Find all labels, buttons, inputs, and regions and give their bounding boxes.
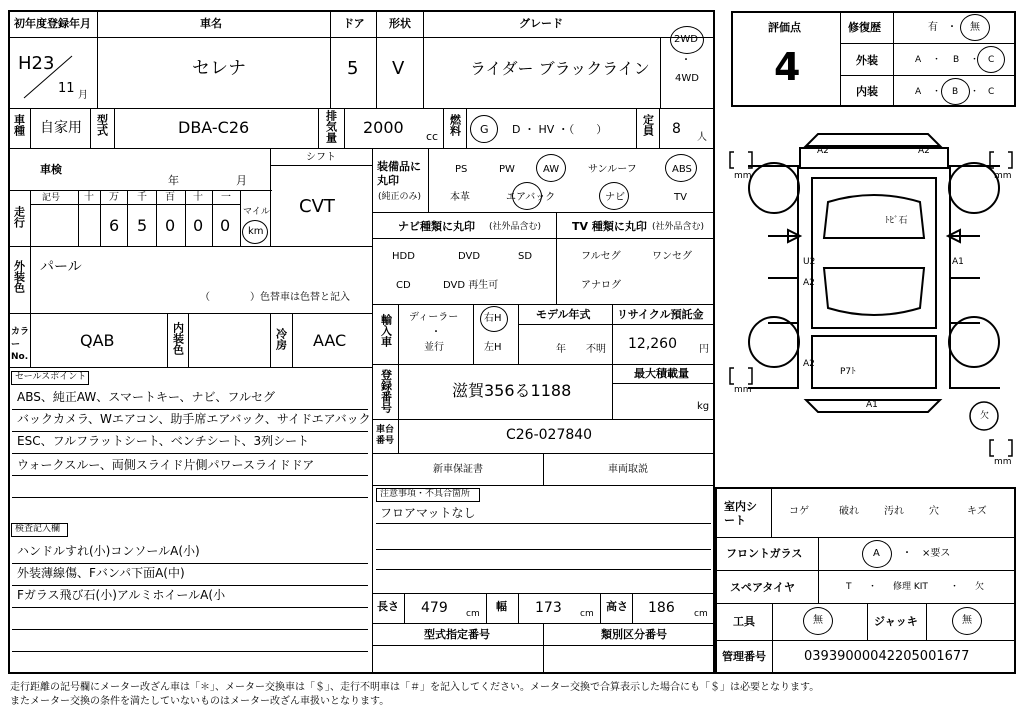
tv-sub: (社外品含む) bbox=[652, 222, 705, 232]
windshield bbox=[824, 195, 924, 238]
color-no-value: QAB bbox=[80, 331, 115, 350]
score-label: 評価点 bbox=[768, 21, 801, 34]
equip-ps: PS bbox=[455, 164, 468, 175]
right-doors bbox=[950, 236, 980, 323]
reg-month: 11 bbox=[58, 81, 75, 96]
door-label: ドア bbox=[343, 17, 365, 30]
damage-mark: ﾄﾋﾞ石 bbox=[885, 216, 908, 226]
cooler-label: 冷房 bbox=[274, 328, 288, 350]
mileage-digit: 0 bbox=[193, 216, 204, 235]
equip-abs: ABS bbox=[672, 164, 692, 175]
navi-dvd-play: DVD 再生可 bbox=[443, 280, 499, 291]
reg-era: H23 bbox=[18, 53, 55, 74]
interior-opt-dot: ・ bbox=[970, 87, 980, 97]
sales-point-line: ウォークスルー、両側スライド片側パワースライドドア bbox=[17, 458, 315, 472]
use-label: 車種 bbox=[12, 114, 26, 136]
interior-opt-b: B bbox=[952, 87, 959, 97]
jack-value: 無 bbox=[962, 615, 972, 626]
front-right-wheel bbox=[949, 163, 999, 213]
damage-mark: 欠 bbox=[980, 411, 990, 421]
damage-mark: A1 bbox=[952, 257, 964, 267]
reg-date-label: 初年度登録年月 bbox=[14, 17, 91, 30]
equip-leather: 本革 bbox=[450, 192, 470, 203]
seat-item-burn: コゲ bbox=[789, 506, 809, 517]
score-value: 4 bbox=[774, 45, 801, 89]
type-designation-label: 型式指定番号 bbox=[424, 628, 490, 641]
exterior-color-label: 外装色 bbox=[12, 260, 26, 293]
management-number: 03939000042205001677 bbox=[804, 649, 970, 664]
inspector-notes-label: 検査記入欄 bbox=[15, 524, 61, 534]
use-value: 自家用 bbox=[40, 120, 82, 136]
mileage-label: 走行 bbox=[12, 206, 26, 228]
digit-label-1: 万 bbox=[109, 192, 119, 203]
left-doors bbox=[768, 236, 798, 323]
recycle-unit: 円 bbox=[699, 344, 709, 355]
interior-opt-a: A bbox=[915, 87, 922, 97]
spare-repair-kit: 修理 KIT bbox=[893, 582, 928, 592]
equipment-label: 装備品に丸印 bbox=[377, 160, 421, 188]
exterior-opt-c: C bbox=[988, 55, 995, 65]
equip-pw: PW bbox=[499, 164, 515, 175]
sales-point-line: ABS、純正AW、スマートキー、ナビ、フルセグ bbox=[17, 390, 275, 404]
digit-label-0: 十 bbox=[84, 192, 94, 203]
displacement-unit: cc bbox=[426, 130, 439, 143]
fuel-gasoline: G bbox=[480, 123, 489, 136]
interior-opt-dot: ・ bbox=[932, 87, 942, 97]
equip-airbag: エアバック bbox=[506, 192, 556, 203]
length-unit: cm bbox=[466, 609, 480, 619]
damage-mark: A2 bbox=[803, 359, 815, 369]
import-right: 右H bbox=[484, 313, 502, 324]
tyre-mm-label: mm bbox=[734, 171, 752, 181]
category-number-label: 類別区分番号 bbox=[601, 628, 667, 641]
seat-item-scratch: キズ bbox=[967, 506, 987, 517]
inspector-note-line: Fガラス飛び石(小)アルミホイールA(小 bbox=[17, 588, 226, 602]
width-label: 幅 bbox=[496, 600, 507, 613]
spare-dot: ・ bbox=[868, 582, 878, 592]
drive-2wd: 2WD bbox=[674, 34, 698, 45]
repair-no: 無 bbox=[970, 22, 980, 33]
equip-aw: AW bbox=[543, 164, 560, 175]
import-parallel: 並行 bbox=[424, 342, 444, 353]
length-label: 長さ bbox=[377, 600, 399, 613]
model-value: DBA-C26 bbox=[178, 118, 250, 137]
navi-cd: CD bbox=[396, 280, 411, 291]
inspection-month: 月 bbox=[236, 174, 247, 187]
tyre-mm-label: mm bbox=[734, 385, 752, 395]
drive-dot: ・ bbox=[681, 55, 691, 66]
repair-dot: ・ bbox=[947, 22, 957, 33]
tv-oneseg: ワンセグ bbox=[652, 251, 692, 262]
new-car-warranty: 新車保証書 bbox=[433, 464, 483, 475]
navi-hdd: HDD bbox=[392, 251, 415, 262]
front-left-wheel bbox=[749, 163, 799, 213]
displacement-value: 2000 bbox=[363, 118, 404, 137]
inspection-year: 年 bbox=[168, 174, 179, 187]
equip-tv: TV bbox=[674, 192, 687, 203]
tv-analog: アナログ bbox=[581, 280, 621, 291]
exterior-color-value: パール bbox=[40, 259, 82, 275]
shift-value: CVT bbox=[299, 196, 335, 217]
capacity-value: 8 bbox=[672, 121, 681, 137]
recycle-value: 12,260 bbox=[628, 336, 677, 352]
import-dealer: ディーラー bbox=[409, 312, 459, 323]
repaint-note: （ ）色替車は色替と記入 bbox=[200, 292, 350, 303]
damage-mark: U2 bbox=[803, 257, 816, 267]
mileage-digit: 0 bbox=[165, 216, 176, 235]
displacement-label: 排気量 bbox=[324, 110, 338, 143]
chassis-label: 車台番号 bbox=[376, 425, 395, 446]
windshield-a: A bbox=[873, 548, 880, 559]
sales-point-line: ESC、フルフラットシート、ベンチシート、3列シート bbox=[17, 434, 310, 448]
recycle-label: リサイクル預託金 bbox=[617, 308, 704, 321]
model-year-unknown: 不明 bbox=[586, 344, 606, 355]
import-label: 輸入車 bbox=[379, 314, 393, 347]
model-year-unit: 年 bbox=[556, 344, 566, 355]
rear-right-wheel bbox=[949, 317, 999, 367]
interior-grade-label: 内装 bbox=[856, 85, 878, 98]
sales-points-label: セールスポイント bbox=[15, 372, 87, 382]
max-load-unit: kg bbox=[697, 401, 710, 412]
max-load-label: 最大積載量 bbox=[634, 367, 689, 380]
navi-sd: SD bbox=[518, 251, 533, 262]
spare-missing: 欠 bbox=[975, 582, 985, 592]
spare-tire-label: スペアタイヤ bbox=[730, 581, 796, 594]
grade-value: ライダー ブラックライン bbox=[470, 59, 650, 78]
capacity-unit: 人 bbox=[697, 132, 707, 143]
color-no-label: カラーNo. bbox=[11, 327, 30, 363]
tools-value: 無 bbox=[813, 615, 823, 626]
exterior-opt-dot: ・ bbox=[932, 55, 942, 65]
equip-sunroof: サンルーフ bbox=[588, 164, 637, 175]
tools-label: 工具 bbox=[733, 615, 755, 628]
footer-note-line1: 走行距離の記号欄にメーター改ざん車は「＊」、メーター交換車は「＄」、走行不明車は「＃」を記入してください。メーター交換で合算表示した場合にも「＄」は必要となります。 bbox=[10, 682, 820, 693]
tailgate bbox=[812, 336, 936, 388]
damage-mark: A2 bbox=[817, 146, 829, 156]
interior-opt-c: C bbox=[988, 87, 995, 97]
seat-item-stain: 汚れ bbox=[884, 506, 904, 517]
rear-left-wheel bbox=[749, 317, 799, 367]
damage-mark: A2 bbox=[803, 278, 815, 288]
inspector-note-line: ハンドルすれ(小)コンソールA(小) bbox=[17, 544, 200, 558]
cooler-value: AAC bbox=[313, 331, 347, 350]
exterior-opt-a: A bbox=[915, 55, 922, 65]
equip-navi: ナビ bbox=[605, 192, 625, 203]
length-value: 479 bbox=[421, 600, 448, 616]
grade-label: グレード bbox=[519, 17, 563, 30]
capacity-label: 定員 bbox=[641, 114, 655, 136]
chassis-value: C26-027840 bbox=[506, 427, 593, 443]
repair-yes: 有 bbox=[928, 22, 938, 33]
width-unit: cm bbox=[580, 609, 594, 619]
damage-mark: A1 bbox=[866, 400, 878, 410]
exterior-opt-dot: ・ bbox=[970, 55, 980, 65]
mileage-digit: 0 bbox=[220, 216, 231, 235]
height-label: 高さ bbox=[606, 600, 628, 613]
navi-sub: (社外品含む) bbox=[489, 222, 542, 232]
notes-value: フロアマットなし bbox=[380, 506, 476, 520]
spare-dot: ・ bbox=[950, 582, 960, 592]
shift-label: シフト bbox=[306, 152, 336, 163]
registration-value: 滋賀356る1188 bbox=[452, 381, 572, 400]
mileage-digit: 6 bbox=[109, 216, 120, 235]
windshield-replace: ・ ×要ス bbox=[902, 548, 951, 559]
mark-label: 記号 bbox=[42, 193, 61, 203]
reg-month-unit: 月 bbox=[78, 90, 88, 101]
equipment-sublabel: (純正のみ) bbox=[378, 192, 422, 202]
footer-note-line2: またメーター交換の条件を満たしていないものはメーター改ざん車扱いとなります。 bbox=[10, 696, 390, 707]
body-shape: V bbox=[392, 58, 405, 79]
notes-label: 注意事項・不具合箇所 bbox=[380, 489, 471, 499]
rear-window bbox=[824, 268, 924, 315]
repair-history-label: 修復歴 bbox=[848, 21, 881, 34]
registration-label: 登録番号 bbox=[379, 369, 393, 413]
digit-label-3: 百 bbox=[165, 192, 175, 203]
mile-label: マイル bbox=[243, 207, 270, 217]
jack-label: ジャッキ bbox=[874, 615, 918, 628]
front-bumper bbox=[806, 134, 940, 146]
inspection-label: 車検 bbox=[40, 163, 62, 176]
tv-label: TV 種類に丸印 bbox=[572, 220, 647, 233]
width-value: 173 bbox=[535, 600, 562, 616]
fuel-others: D ・ HV ・（ ） bbox=[512, 123, 608, 136]
exterior-opt-b: B bbox=[953, 55, 960, 65]
spare-t: T bbox=[846, 582, 852, 592]
digit-label-2: 千 bbox=[137, 192, 147, 203]
import-dot: ・ bbox=[431, 327, 441, 338]
drive-4wd: 4WD bbox=[675, 73, 699, 84]
model-label: 型式 bbox=[95, 114, 109, 136]
exterior-grade-label: 外装 bbox=[856, 54, 878, 67]
mileage-digit: 5 bbox=[137, 216, 148, 235]
shape-label: 形状 bbox=[389, 17, 411, 30]
model-year-label: モデル年式 bbox=[536, 308, 591, 321]
car-name-label: 車名 bbox=[200, 17, 222, 30]
windshield-label: フロントガラス bbox=[726, 547, 803, 560]
import-left: 左H bbox=[484, 342, 502, 353]
door-count: 5 bbox=[347, 58, 359, 79]
vehicle-manual: 車両取説 bbox=[608, 464, 648, 475]
digit-label-4: 十 bbox=[193, 192, 203, 203]
tyre-mm-label: mm bbox=[994, 457, 1012, 467]
sales-point-line: バックカメラ、Wエアコン、助手席エアバック、サイドエアバック bbox=[17, 412, 371, 426]
digit-label-5: 一 bbox=[221, 192, 231, 203]
navi-label: ナビ種類に丸印 bbox=[398, 220, 475, 233]
car-body-diagram bbox=[728, 118, 1020, 480]
tyre-mm-label: mm bbox=[994, 171, 1012, 181]
height-unit: cm bbox=[694, 609, 708, 619]
fuel-label: 燃料 bbox=[448, 114, 462, 136]
seat-item-tear: 破れ bbox=[839, 506, 859, 517]
tv-fullseg: フルセグ bbox=[581, 251, 621, 262]
navi-dvd: DVD bbox=[458, 251, 481, 262]
seat-item-hole: 穴 bbox=[929, 506, 939, 517]
km-label: km bbox=[248, 226, 264, 237]
height-value: 186 bbox=[648, 600, 675, 616]
car-name: セレナ bbox=[192, 58, 246, 79]
inspector-note-line: 外装薄線傷、Fバンパ下面A(中) bbox=[17, 566, 185, 580]
damage-mark: P7ﾄ bbox=[840, 367, 856, 377]
seat-label: 室内シート bbox=[724, 500, 757, 528]
interior-color-label: 内装色 bbox=[171, 322, 185, 355]
management-number-label: 管理番号 bbox=[722, 650, 766, 663]
damage-mark: A2 bbox=[918, 146, 930, 156]
